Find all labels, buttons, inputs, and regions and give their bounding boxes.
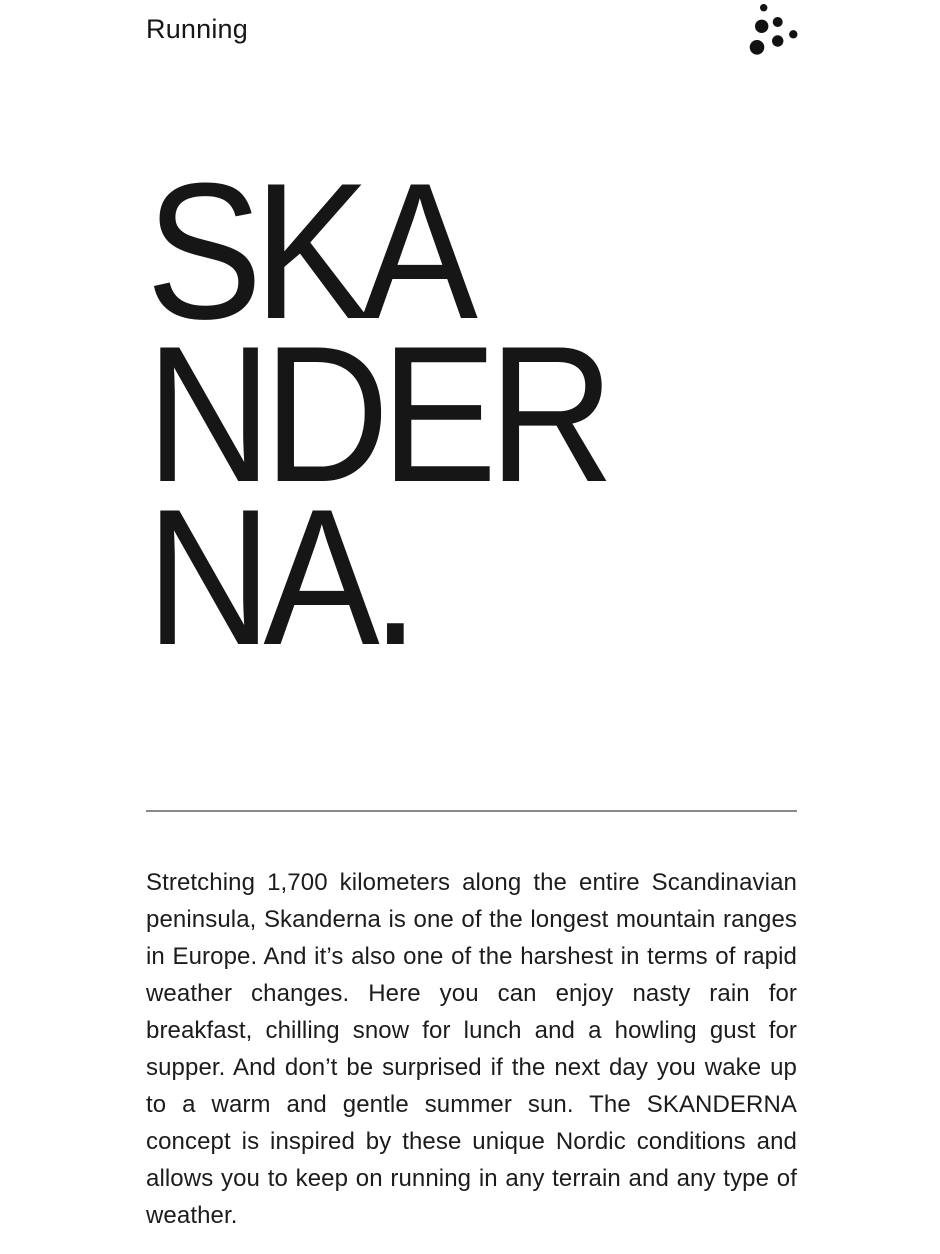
page-title-line-3: NA. [146,469,411,686]
section-divider [146,810,797,812]
intro-paragraph: Stretching 1,700 kilometers along the entire Scandinavian peninsula, Skanderna is one of the longest mountain ranges in Europe. And it’s also one of the harshest in terms of rapid weather changes. Here you can enjoy nasty rain for breakfast, chilling snow for lunch and a howling gust for supper. And don’t be surprised if the next day you wake up to a warm and gentle summer sun. The SKANDERNA concept is inspired by these unique Nordic conditions and allows you to keep on running in any terrain and any type of weather. [146,869,797,1229]
top-bar [146,0,797,46]
craft-dots-logo-icon [747,2,801,55]
page-title-line-1: SKA [146,143,470,360]
page-title [146,143,732,686]
category-link-running[interactable]: Running [146,14,248,44]
page-title-line-2: NDER [146,306,606,523]
brand-logo[interactable] [747,2,801,55]
